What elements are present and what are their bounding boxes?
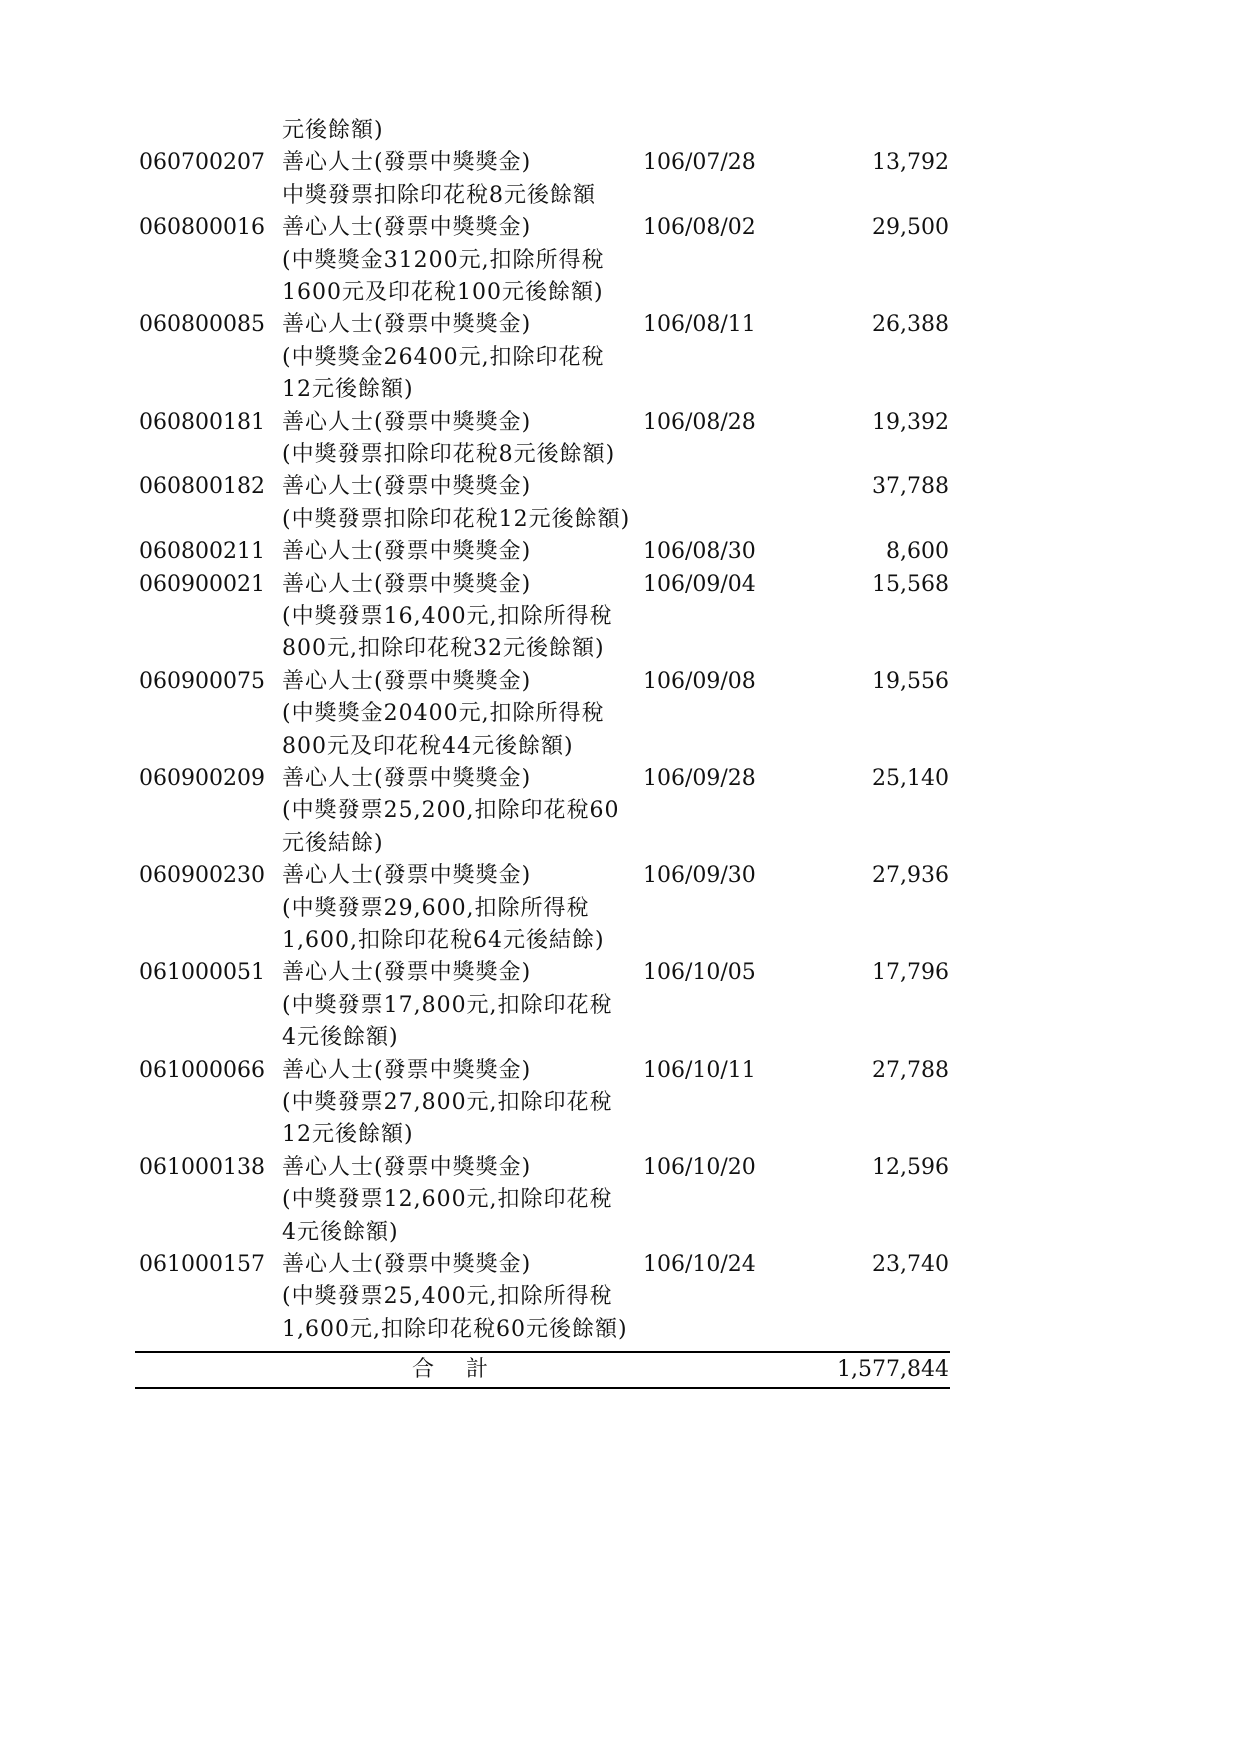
entry-description-line: 善心人士(發票中獎獎金) [282, 312, 532, 338]
entry-description-line: 1,600元,扣除印花稅60元後餘額) [282, 1316, 628, 1342]
entry-description-line: (中獎發票25,200,扣除印花稅60 [282, 798, 620, 824]
entry-description-line: 善心人士(發票中獎獎金) [282, 409, 532, 435]
entry-date: 106/10/05 [643, 960, 756, 986]
entry-receipt-no: 060800211 [139, 539, 265, 565]
entry-description-line: (中獎發票25,400元,扣除所得稅 [282, 1284, 613, 1310]
entry-date: 106/09/04 [643, 571, 756, 597]
entry-receipt-no: 060900021 [139, 571, 265, 597]
entry-amount: 17,796 [872, 960, 949, 986]
entry-description-line: 元後餘額) [282, 118, 384, 143]
entry-amount: 8,600 [886, 539, 949, 565]
entry-description-line: 善心人士(發票中獎獎金) [282, 1057, 532, 1083]
entry-amount: 15,568 [872, 571, 949, 597]
entry-description-line: 善心人士(發票中獎獎金) [282, 960, 532, 986]
entry-amount: 29,500 [872, 215, 949, 241]
entry-date: 106/07/28 [643, 150, 756, 176]
entry-description-line: 善心人士(發票中獎獎金) [282, 766, 532, 791]
entry-date: 106/10/11 [643, 1057, 756, 1083]
entry-amount: 25,140 [872, 766, 949, 791]
entry-description-line: (中獎發票27,800元,扣除印花稅 [282, 1090, 613, 1115]
entry-date: 106/09/08 [643, 668, 756, 694]
entry-amount: 12,596 [872, 1154, 949, 1180]
entry-description-line: (中獎發票扣除印花稅12元後餘額) [282, 506, 631, 532]
entry-description-line: (中獎發票16,400元,扣除所得稅 [282, 604, 613, 629]
entry-description-line: (中獎獎金26400元,扣除印花稅 [282, 344, 605, 370]
entry-description-line: (中獎發票12,600元,扣除印花稅 [282, 1187, 613, 1213]
entry-description-line: 善心人士(發票中獎獎金) [282, 150, 532, 176]
entry-description-line: 善心人士(發票中獎獎金) [282, 1252, 532, 1277]
entry-amount: 23,740 [872, 1252, 949, 1277]
entry-description-line: 800元及印花稅44元後餘額) [282, 733, 574, 759]
entry-description-line: 善心人士(發票中獎獎金) [282, 215, 532, 241]
entry-receipt-no: 060800085 [139, 312, 265, 338]
entry-receipt-no: 061000051 [139, 960, 265, 986]
entry-receipt-no: 060900230 [139, 863, 265, 889]
entry-receipt-no: 060700207 [139, 150, 265, 176]
total-amount: 1,577,844 [837, 1357, 949, 1382]
entry-date: 106/10/20 [643, 1154, 756, 1180]
entry-description-line: (中獎獎金20400元,扣除所得稅 [282, 701, 605, 727]
entry-receipt-no: 061000066 [139, 1057, 265, 1083]
entry-date: 106/08/28 [643, 409, 756, 435]
total-bottom-rule [135, 1387, 950, 1389]
entry-date: 106/10/24 [643, 1252, 756, 1277]
entry-amount: 19,392 [872, 409, 949, 435]
entry-date: 106/08/30 [643, 539, 756, 565]
entry-description-line: 元後結餘) [282, 830, 384, 856]
entry-description-line: (中獎發票扣除印花稅8元後餘額) [282, 442, 616, 467]
entry-description-line: 善心人士(發票中獎獎金) [282, 1154, 532, 1180]
entry-amount: 27,788 [872, 1057, 949, 1083]
entry-date: 106/09/30 [643, 863, 756, 889]
entry-receipt-no: 060900075 [139, 668, 265, 694]
entry-description-line: (中獎發票17,800元,扣除印花稅 [282, 992, 613, 1018]
entry-amount: 27,936 [872, 863, 949, 889]
entry-description-line: (中獎發票29,600,扣除所得稅 [282, 895, 590, 921]
entry-receipt-no: 060800182 [139, 474, 265, 500]
entry-amount: 13,792 [872, 150, 949, 176]
entry-description-line: 12元後餘額) [282, 377, 414, 403]
entry-description-line: 4元後餘額) [282, 1025, 399, 1051]
entry-amount: 26,388 [872, 312, 949, 338]
entry-receipt-no: 060800016 [139, 215, 265, 241]
entry-receipt-no: 061000157 [139, 1252, 265, 1277]
entry-date: 106/08/02 [643, 215, 756, 241]
entry-description-line: 善心人士(發票中獎獎金) [282, 863, 532, 889]
entry-description-line: 1,600,扣除印花稅64元後結餘) [282, 928, 605, 953]
entry-description-line: 善心人士(發票中獎獎金) [282, 571, 532, 597]
entry-description-line: 善心人士(發票中獎獎金) [282, 539, 532, 565]
entry-description-line: 1600元及印花稅100元後餘額) [282, 280, 604, 305]
entry-description-line: 善心人士(發票中獎獎金) [282, 474, 532, 500]
entry-receipt-no: 060800181 [139, 409, 265, 435]
entry-date: 106/08/11 [643, 312, 756, 338]
entry-description-line: 12元後餘額) [282, 1122, 414, 1148]
entry-receipt-no: 061000138 [139, 1154, 265, 1180]
entry-amount: 19,556 [872, 668, 949, 694]
entry-date: 106/09/28 [643, 766, 756, 791]
entry-description-line: 中獎發票扣除印花稅8元後餘額 [282, 182, 596, 208]
total-label: 合計 [412, 1357, 521, 1382]
entry-description-line: 800元,扣除印花稅32元後餘額) [282, 636, 605, 662]
entry-description-line: 4元後餘額) [282, 1219, 399, 1245]
entry-receipt-no: 060900209 [139, 766, 265, 791]
entry-amount: 37,788 [872, 474, 949, 500]
total-top-rule [135, 1351, 950, 1353]
entry-description-line: 善心人士(發票中獎獎金) [282, 668, 532, 694]
entry-description-line: (中獎獎金31200元,扣除所得稅 [282, 247, 605, 273]
